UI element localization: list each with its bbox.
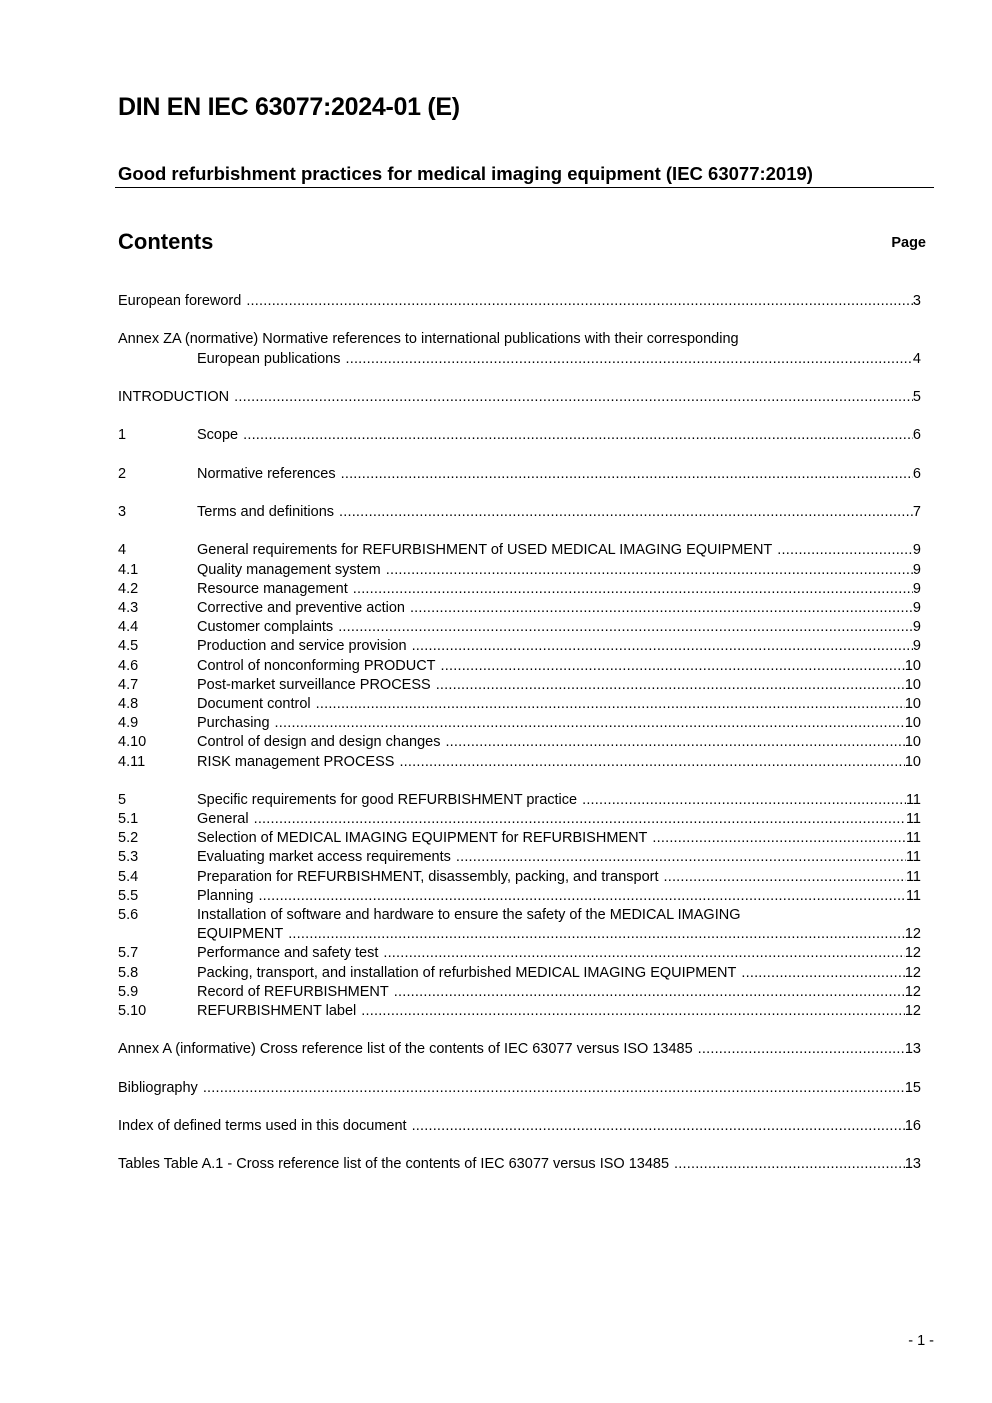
toc-entry-number: 4.8 <box>118 695 139 712</box>
dot-leader <box>582 791 906 810</box>
toc-entry-page: 10 <box>904 753 921 770</box>
toc-entry-title: Annex A (informative) Cross reference list of the contents of IEC 63077 versus ISO 13485 <box>118 1041 693 1058</box>
toc-entry-page: 10 <box>904 734 921 751</box>
toc-entry-4-1[interactable] <box>118 561 921 580</box>
toc-entry-5-6[interactable] <box>118 906 921 944</box>
dot-leader <box>338 618 913 637</box>
toc-entry-page: 9 <box>912 580 921 597</box>
toc-entry-page: 7 <box>912 504 921 521</box>
toc-entry-bibliography[interactable] <box>118 1079 921 1098</box>
toc-entry-number: 5.7 <box>118 945 139 962</box>
dot-leader <box>399 753 904 772</box>
toc-entry-2[interactable] <box>118 465 921 484</box>
toc-entry-number: 4.7 <box>118 676 139 693</box>
toc-entry-5-7[interactable] <box>118 944 921 963</box>
toc-entry-4[interactable] <box>118 541 921 560</box>
dot-leader <box>254 810 906 829</box>
toc-entry-page: 16 <box>904 1118 921 1135</box>
toc-entry-4-11[interactable] <box>118 753 921 772</box>
dot-leader <box>741 964 904 983</box>
toc-entry-title: Control of nonconforming PRODUCT <box>197 657 436 674</box>
toc-entry-4-7[interactable] <box>118 676 921 695</box>
toc-entry-page: 5 <box>912 388 921 405</box>
toc-entry-number: 4.9 <box>118 715 139 732</box>
toc-entry-title: European foreword <box>118 293 242 309</box>
toc-entry-title: Terms and definitions <box>197 504 335 521</box>
toc-entry-title: General <box>197 811 249 828</box>
toc-entry-5-9[interactable] <box>118 983 921 1002</box>
toc-entry-4-2[interactable] <box>118 580 921 599</box>
toc-entry-5-5[interactable] <box>118 887 921 906</box>
toc-entry-number: 4.6 <box>118 657 139 674</box>
toc-entry-title: Index of defined terms used in this document <box>118 1118 407 1135</box>
table-of-contents <box>118 292 921 1194</box>
toc-entry-number: 5.1 <box>118 811 139 828</box>
toc-entry-title: General requirements for REFURBISHMENT of USED MEDICAL IMAGING EQUIPMENT <box>197 542 773 559</box>
title-rule <box>115 187 934 188</box>
toc-entry-title: REFURBISHMENT label <box>197 1002 357 1019</box>
toc-entry-title: INTRODUCTION <box>118 388 230 405</box>
dot-leader <box>243 426 913 445</box>
toc-entry-title: Planning <box>197 887 254 904</box>
dot-leader <box>383 944 905 963</box>
dot-leader <box>203 1079 905 1098</box>
toc-entry-5-2[interactable] <box>118 829 921 848</box>
toc-entry-annex-za[interactable] <box>118 330 921 368</box>
dot-leader <box>777 541 913 560</box>
toc-entry-number: 5.9 <box>118 983 139 1000</box>
dot-leader <box>246 292 913 311</box>
page-number: - 1 - <box>908 1333 934 1349</box>
toc-entry-european-foreword[interactable] <box>118 292 921 311</box>
toc-entry-title: Bibliography <box>118 1079 198 1096</box>
dot-leader <box>346 350 913 369</box>
dot-leader <box>445 733 904 752</box>
toc-entry-4-8[interactable] <box>118 695 921 714</box>
dot-leader <box>353 580 913 599</box>
toc-entry-page: 11 <box>905 849 921 866</box>
toc-entry-number: 4 <box>118 542 127 559</box>
toc-entry-page: 12 <box>904 926 921 943</box>
toc-entry-title: Resource management <box>197 580 348 597</box>
toc-entry-page: 10 <box>904 715 921 732</box>
dot-leader <box>410 599 913 618</box>
toc-entry-number: 3 <box>118 504 127 521</box>
toc-entry-number: 5.5 <box>118 887 139 904</box>
toc-entry-4-5[interactable] <box>118 637 921 656</box>
dot-leader <box>436 676 905 695</box>
toc-entry-title: Packing, transport, and installation of refurbished MEDICAL IMAGING EQUIPMENT <box>197 964 737 981</box>
dot-leader <box>441 657 905 676</box>
toc-entry-title: Control of design and design changes <box>197 734 441 751</box>
toc-entry-page: 9 <box>912 561 921 578</box>
toc-entry-3[interactable] <box>118 503 921 522</box>
toc-entry-number: 1 <box>118 427 127 444</box>
dot-leader <box>664 868 906 887</box>
dot-leader <box>316 695 905 714</box>
contents-heading: Contents <box>118 229 214 254</box>
toc-entry-page: 11 <box>905 811 921 828</box>
toc-entry-number: 2 <box>118 465 127 482</box>
toc-entry-5-8[interactable] <box>118 964 921 983</box>
document-subtitle: Good refurbishment practices for medical imaging equipment (IEC 63077:2019) <box>118 163 813 184</box>
toc-entry-title: Quality management system <box>197 561 381 578</box>
toc-entry-4-4[interactable] <box>118 618 921 637</box>
toc-entry-4-6[interactable] <box>118 657 921 676</box>
toc-entry-title: Record of REFURBISHMENT <box>197 983 389 1000</box>
toc-entry-number: 4.10 <box>118 734 147 751</box>
toc-entry-page: 6 <box>912 465 921 482</box>
toc-entry-number: 5.6 <box>118 907 139 923</box>
toc-entry-number: 5 <box>118 791 127 808</box>
toc-entry-title-line1: Installation of software and hardware to ensure the safety of the MEDICAL IMAGING <box>197 907 741 923</box>
toc-entry-4-9[interactable] <box>118 714 921 733</box>
dot-leader <box>394 983 905 1002</box>
toc-entry-number: 5.8 <box>118 964 139 981</box>
dot-leader <box>361 1002 905 1021</box>
toc-entry-title: Corrective and preventive action <box>197 600 405 616</box>
toc-entry-page: 3 <box>912 293 921 309</box>
toc-entry-number: 5.4 <box>118 868 139 885</box>
dot-leader <box>386 561 913 580</box>
toc-entry-5-3[interactable] <box>118 848 921 867</box>
toc-entry-title: Customer complaints <box>197 619 334 636</box>
toc-entry-page: 6 <box>912 427 921 444</box>
toc-entry-title: Normative references <box>197 465 336 482</box>
toc-entry-page: 10 <box>904 695 921 712</box>
toc-entry-title: RISK management PROCESS <box>197 753 395 770</box>
toc-entry-page: 11 <box>905 791 921 808</box>
dot-leader <box>652 829 906 848</box>
toc-entry-page: 12 <box>904 1002 921 1019</box>
toc-entry-page: 9 <box>912 619 921 636</box>
toc-entry-5-4[interactable] <box>118 868 921 887</box>
toc-entry-title: Specific requirements for good REFURBISHMENT practice <box>197 791 578 808</box>
toc-entry-number: 5.2 <box>118 830 139 847</box>
page-column-label: Page <box>891 235 926 251</box>
toc-entry-number: 4.4 <box>118 619 139 636</box>
dot-leader <box>412 1117 905 1136</box>
toc-entry-title: Preparation for REFURBISHMENT, disassembly, packing, and transport <box>197 868 659 885</box>
toc-entry-number: 4.5 <box>118 638 139 655</box>
toc-entry-page: 9 <box>912 638 921 655</box>
toc-entry-title: Production and service provision <box>197 638 407 655</box>
toc-entry-title-line2: European publications <box>197 350 341 367</box>
toc-entry-title: Evaluating market access requirements <box>197 849 451 866</box>
toc-entry-number: 4.2 <box>118 580 139 597</box>
toc-entry-page: 10 <box>904 676 921 693</box>
dot-leader <box>339 503 913 522</box>
dot-leader <box>698 1040 905 1059</box>
toc-entry-title: Tables Table A.1 - Cross reference list of the contents of IEC 63077 versus ISO 13485 <box>118 1156 670 1173</box>
toc-entry-1[interactable] <box>118 426 921 445</box>
dot-leader <box>288 925 905 944</box>
toc-entry-index[interactable] <box>118 1117 921 1136</box>
toc-entry-title-line1: Annex ZA (normative) Normative references to international publications with their corresponding <box>118 331 739 348</box>
toc-entry-number: 5.3 <box>118 849 139 866</box>
toc-entry-5-1[interactable] <box>118 810 921 829</box>
document-id: DIN EN IEC 63077:2024-01 (E) <box>118 93 460 121</box>
toc-entry-tables[interactable] <box>118 1155 921 1174</box>
toc-entry-number: 4.3 <box>118 600 139 616</box>
toc-entry-page: 11 <box>905 830 921 847</box>
toc-entry-page: 13 <box>904 1156 921 1173</box>
dot-leader <box>341 465 913 484</box>
toc-entry-page: 11 <box>905 868 921 885</box>
toc-entry-4-3[interactable] <box>118 599 921 618</box>
toc-entry-page: 13 <box>904 1041 921 1058</box>
toc-entry-number: 5.10 <box>118 1002 147 1019</box>
dot-leader <box>234 388 913 407</box>
toc-entry-page: 10 <box>904 657 921 674</box>
toc-entry-number: 4.1 <box>118 561 139 578</box>
dot-leader <box>275 714 905 733</box>
toc-entry-page: 4 <box>912 350 921 367</box>
toc-entry-introduction[interactable] <box>118 388 921 407</box>
toc-entry-5[interactable] <box>118 791 921 810</box>
toc-entry-title: Purchasing <box>197 715 270 732</box>
toc-entry-page: 11 <box>905 887 921 904</box>
toc-entry-page: 12 <box>904 945 921 962</box>
toc-entry-page: 9 <box>912 542 921 559</box>
toc-entry-title: Post-market surveillance PROCESS <box>197 676 431 693</box>
toc-entry-title-line2: EQUIPMENT <box>197 926 284 943</box>
dot-leader <box>674 1155 905 1174</box>
dot-leader <box>258 887 906 906</box>
toc-entry-4-10[interactable] <box>118 733 921 752</box>
dot-leader <box>456 848 906 867</box>
toc-entry-page: 9 <box>912 600 921 616</box>
toc-entry-page: 12 <box>904 983 921 1000</box>
toc-entry-number: 4.11 <box>118 753 146 770</box>
toc-entry-annex-a[interactable] <box>118 1040 921 1059</box>
toc-entry-5-10[interactable] <box>118 1002 921 1021</box>
toc-entry-title: Selection of MEDICAL IMAGING EQUIPMENT for REFURBISHMENT <box>197 830 648 847</box>
toc-entry-page: 15 <box>904 1079 921 1096</box>
toc-entry-title: Scope <box>197 427 239 444</box>
toc-entry-page: 12 <box>904 964 921 981</box>
toc-entry-title: Performance and safety test <box>197 945 379 962</box>
dot-leader <box>412 637 913 656</box>
toc-entry-title: Document control <box>197 695 311 712</box>
